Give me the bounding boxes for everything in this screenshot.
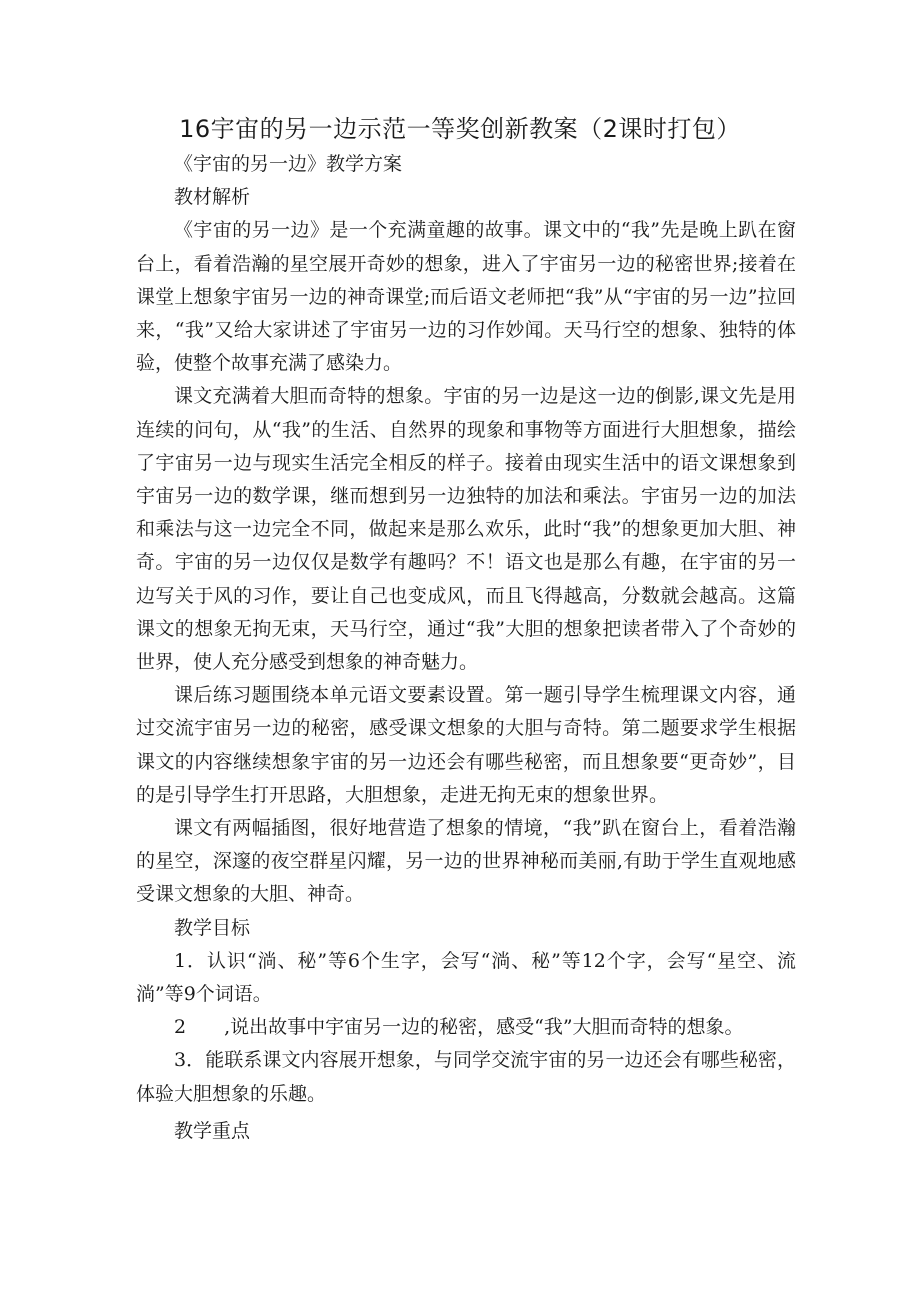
paragraph-3: 课后练习题围绕本单元语文要素设置。第一题引导学生梳理课文内容，通过交流宇宙另一边的秘密，感受课文想象的大胆与奇特。第二题要求学生根据课文的内容继续想象宇宙的另一边还会有哪些秘密，而且想象要“更奇妙”，目的是引导学生打开思路，大胆想象，走进无拘无束的想象世界。 xyxy=(136,684,796,806)
goal-item-3: 3．能联系课文内容展开想象，与同学交流宇宙的另一边还会有哪些秘密，体验大胆想象的乐趣。 xyxy=(136,1049,796,1105)
goal-item-2: 2 ,说出故事中宇宙另一边的秘密，感受“我”大胆而奇特的想象。 xyxy=(174,1016,744,1039)
section-heading-focus: 教学重点 xyxy=(174,1119,251,1142)
paragraph-4: 课文有两幅插图，很好地营造了想象的情境，“我”趴在窗台上，看着浩瀚的星空，深邃的夜空群星闪耀，另一边的世界神秘而美丽,有助于学生直观地感受课文想象的大胆、神奇。 xyxy=(136,817,796,906)
document-title: 16宇宙的另一边示范一等奖创新教案（2课时打包） xyxy=(179,115,741,143)
paragraph-1: 《宇宙的另一边》是一个充满童趣的故事。课文中的“我”先是晚上趴在窗台上，看着浩瀚的星空展开奇妙的想象，进入了宇宙另一边的秘密世界;接着在课堂上想象宇宙另一边的神奇课堂;而后语文老师把“我”从“宇宙的另一边”拉回来，“我”又给大家讲述了宇宙另一边的习作妙闻。天马行空的想象、独特的体验，使整个故事充满了感染力。 xyxy=(136,219,796,375)
paragraph-2: 课文充满着大胆而奇特的想象。宇宙的另一边是这一边的倒影,课文先是用连续的问句，从“我”的生活、自然界的现象和事物等方面进行大胆想象，描绘了宇宙另一边与现实生活完全相反的样子。接着由现实生活中的语文课想象到宇宙另一边的数学课，继而想到另一边独特的加法和乘法。宇宙另一边的加法和乘法与这一边完全不同，做起来是那么欢乐，此时“我”的想象更加大胆、神奇。宇宙的另一边仅仅是数学有趣吗？不！语文也是那么有趣，在宇宙的另一边写关于风的习作，要让自己也变成风，而且飞得越高，分数就会越高。这篇课文的想象无拘无束，天马行空，通过“我”大胆的想象把读者带入了个奇妙的世界，使人充分感受到想象的神奇魅力。 xyxy=(136,385,796,674)
document-body xyxy=(136,148,796,1148)
section-heading-analysis: 教材解析 xyxy=(174,186,251,209)
section-heading-goals: 教学目标 xyxy=(174,916,251,939)
subtitle: 《宇宙的另一边》教学方案 xyxy=(174,153,403,175)
goal-item-1: 1．认识“淌、秘”等6个生字，会写“淌、秘”等12个字，会写“星空、流淌”等9个词语。 xyxy=(136,949,796,1006)
